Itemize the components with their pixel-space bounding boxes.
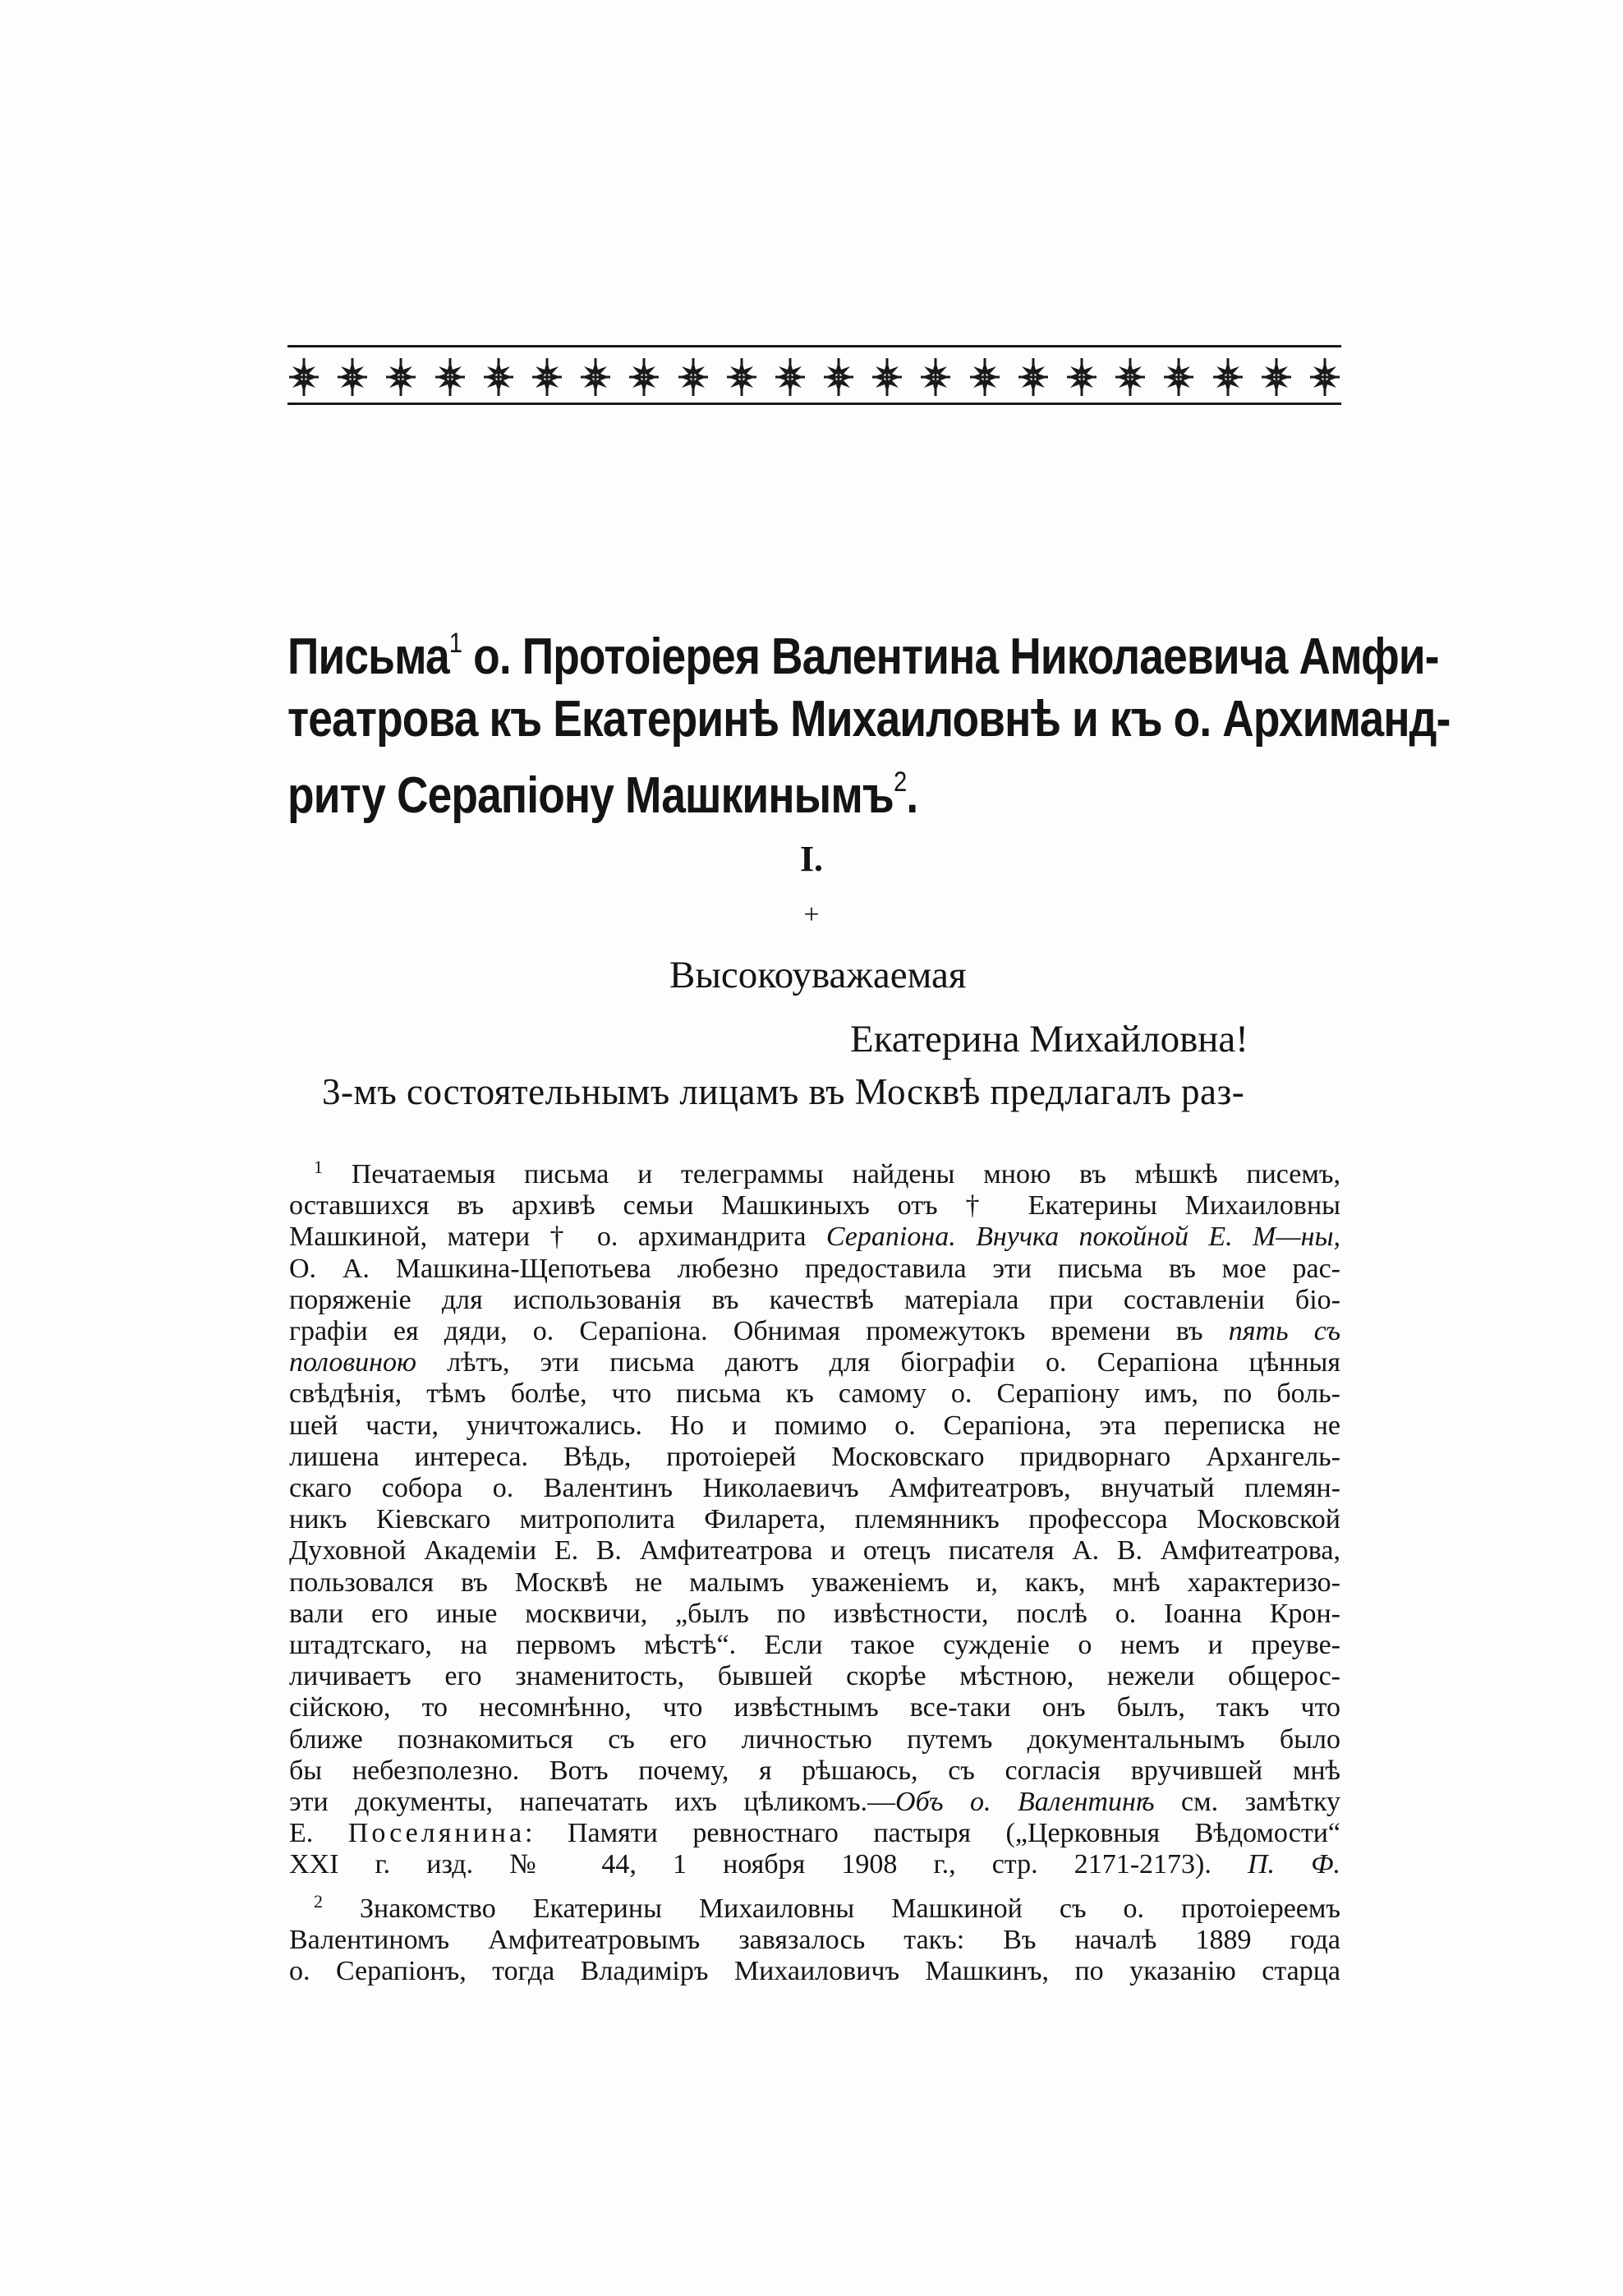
ornament-icon (434, 358, 467, 396)
footnote-1-line: сійскою, то несомнѣнно, что извѣстнымъ все-таки онъ былъ, такъ что (289, 1692, 1340, 1723)
title-line-3: риту Серапіону Машкинымъ$^2$. (287, 766, 918, 824)
footnote-1-line: скаго собора о. Валентинъ Николаевичъ Амфитеатровъ, внучатый племян- (289, 1473, 1340, 1504)
ornament-icon (1308, 358, 1341, 396)
header-rule-top (287, 345, 1341, 347)
footnote-1-line: свѣдѣнія, тѣмъ болѣе, что письма къ самому о. Серапіону имъ, по боль- (289, 1378, 1340, 1410)
footnote-1-line: Духовной Академіи Е. В. Амфитеатрова и отецъ писателя А. В. Амфитеатрова, (289, 1535, 1340, 1567)
footnote-1-line: эти документы, напечатать ихъ цѣликомъ.—Объ о. Валентинѣ см. замѣтку (289, 1787, 1341, 1818)
footnote-1-line: О. А. Машкина-Щепотьева любезно предоставила эти письма въ мое рас- (289, 1253, 1340, 1284)
footnote-1-line: графіи ея дяди, о. Серапіона. Обнимая промежутокъ времени въ пять съ (289, 1316, 1340, 1347)
footnote-2-mark: 2 (314, 1890, 323, 1912)
header-rule-bottom (287, 403, 1341, 405)
ornament-icon (725, 358, 758, 396)
footnote-1-line: половиною лѣтъ, эти письма даютъ для біографіи о. Серапіона цѣнныя (289, 1347, 1340, 1378)
footnote-2-line: $^2$ Знакомство Екатерины Михаиловны Машкиной съ о. протоіереемъ (314, 1890, 1340, 1924)
ornament-icon (628, 358, 660, 396)
footnote-1-mark: 1 (314, 1157, 323, 1177)
footnote-signature: П. Ф. (1247, 1849, 1340, 1880)
ornament-icon (919, 358, 952, 396)
letter-number: I. (799, 839, 824, 879)
footnote-1-line: личиваетъ его знаменитость, бывшей скорѣе мѣстною, нежели общерос- (289, 1661, 1340, 1692)
ornament-icon (822, 358, 855, 396)
footnote-1-line: штадтскаго, на первомъ мѣстѣ“. Если такое сужденіе о немъ и преуве- (289, 1630, 1340, 1661)
title-footnote-mark-2: 2 (893, 766, 907, 798)
footnote-1-line: оставшихся въ архивѣ семьи Машкиныхъ отъ † Екатерины Михаиловны (289, 1190, 1340, 1222)
ornament-icon (1065, 358, 1098, 396)
title-footnote-mark-1: 1 (448, 628, 462, 659)
ornament-icon (1017, 358, 1050, 396)
title-line-1: Письма$^1$ о. Протоіерея Валентина Николаевича Амфи- (287, 628, 1439, 685)
footnote-1-line: Е. Поселянина: Памяти ревностнаго пастыря („Церковныя Вѣдомости“ (289, 1818, 1340, 1849)
footnote-1-line: шей части, уничтожались. Но и помимо о. Серапіона, эта переписка не (289, 1410, 1340, 1441)
footnote-2-line: о. Серапіонъ, тогда Владиміръ Михаиловичъ Машкинъ, по указанію старца (289, 1956, 1340, 1987)
ornament-band (287, 353, 1341, 401)
ornament-icon (1162, 358, 1195, 396)
article-title (287, 612, 1451, 827)
footnote-1-line: XXI г. изд. № 44, 1 ноября 1908 г., стр. 2171-2173). П. Ф. (289, 1849, 1340, 1880)
letter-first-line: 3-мъ состоятельнымъ лицамъ въ Москвѣ предлагалъ раз- (322, 1071, 1245, 1112)
ornament-icon (677, 358, 710, 396)
footnote-1-line: никъ Кіевскаго митрополита Филарета, племянникъ профессора Московской (289, 1504, 1340, 1535)
ornament-icon (384, 358, 417, 396)
footnote-1-line: ближе познакомиться съ его личностью путемъ документальнымъ было (289, 1723, 1340, 1755)
ornament-icon (774, 358, 807, 396)
footnote-1-line: поряженіе для использованія въ качествѣ матеріала при составленіи біо- (289, 1284, 1340, 1315)
ornament-icon (287, 358, 320, 396)
footnotes (289, 1152, 1340, 1987)
footnote-1-line: $^1$ Печатаемыя письма и телеграммы найдены мною въ мѣшкѣ писемъ, (314, 1157, 1340, 1189)
footnote-1-line: вали его иные москвичи, „былъ по извѣстности, послѣ о. Іоанна Крон- (289, 1598, 1340, 1629)
ornament-icon (482, 358, 515, 396)
ornament-icon (1212, 358, 1244, 396)
ornament-icon (1260, 358, 1293, 396)
footnote-1-line: лишена интереса. Вѣдь, протоіерей Московскаго придворнаго Архангель- (289, 1441, 1340, 1472)
ornament-icon (579, 358, 612, 396)
footnote-1-line: бы небезполезно. Вотъ почему, я рѣшаюсь, съ согласія вручившей мнѣ (289, 1755, 1340, 1786)
ornament-icon (1114, 358, 1147, 396)
salutation-line-2: Екатерина Михайловна! (850, 1018, 1248, 1061)
title-line-2: театрова къ Екатеринѣ Михаиловнѣ и къ о. Архиманд- (287, 691, 1451, 748)
footnote-1-line: пользовался въ Москвѣ не малымъ уваженіемъ и, какъ, мнѣ характеризо- (289, 1567, 1340, 1598)
ornament-icon (871, 358, 903, 396)
cross-mark: + (803, 900, 820, 930)
footnote-1-line: Машкиной, матери † о. архимандрита Серапіона. Внучка покойной Е. М—ны, (289, 1222, 1340, 1253)
ornament-icon (968, 358, 1001, 396)
salutation-line-1: Высокоуважаемая (669, 954, 967, 996)
footnote-2-line: Валентиномъ Амфитеатровымъ завязалось такъ: Въ началѣ 1889 года (289, 1924, 1340, 1955)
ornament-icon (531, 358, 563, 396)
ornament-icon (336, 358, 369, 396)
